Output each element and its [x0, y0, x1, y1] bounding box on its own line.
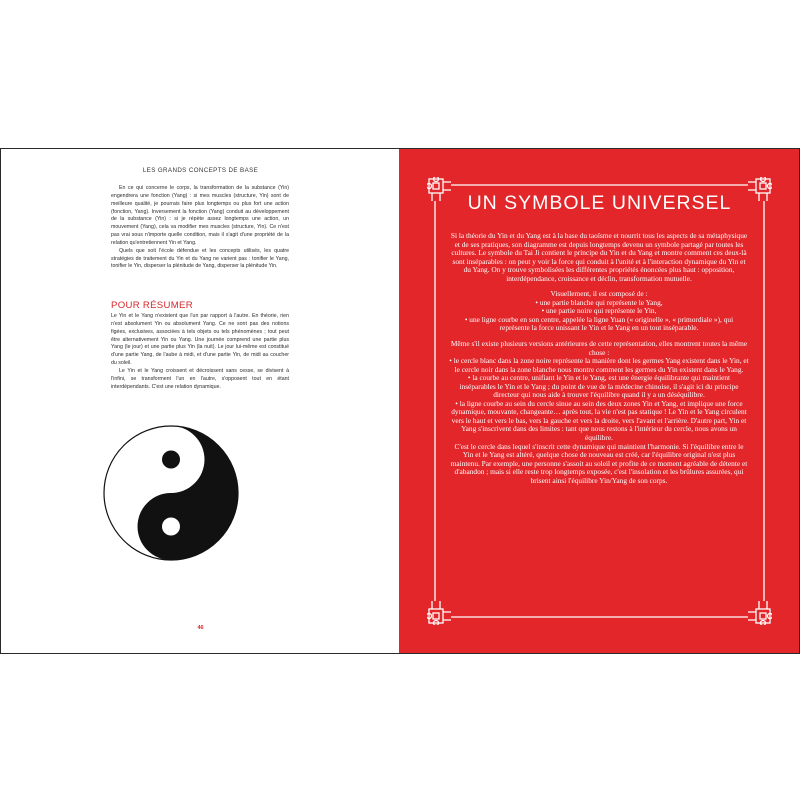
body-text-block-1 — [111, 185, 289, 271]
body-paragraph: Le Yin et le Yang n'existent que l'un par rapport à l'autre. En théorie, rien n'est absolument Yin ou absolument Yang. Ce ne sont pas des notions figées, exclusives, associées à tels objets ou tels phénomènes ; tout peut être alternativement Yin ou Yang. Une journée comprend une partie plus Yang (le jour) et une partie plus Yin (la nuit). Le jour lui-même est constitué d'une partie Yang, de l'aube à midi, et d'une partie Yin, de midi au coucher du soleil. — [111, 313, 289, 367]
right-page — [399, 149, 800, 653]
list-item: • la ligne courbe au sein du cercle sinue au sein des deux zones Yin et Yang, et implique une force dynamique, mouvante, changeante… après tout, la vie n'est pas statique ! Le Yin et le Yang circulent vers le haut et vers le bas, vers la gauche et vers la droite, vers l'avant et l'arrière. D'autre part, Yin et Yang s'inscrivent dans des limites : tant que nous restons à l'intérieur du cercle, nous avons un équilibre. — [451, 398, 747, 443]
body-paragraph: Quels que soit l'école défendue et les concepts utilisés, les quatre stratégies de traitement du Yin et du Yang ne varient pas : tonifier le Yang, tonifier le Yin, disperser la plénitude de Yang, disperser la plénitude Yin. — [111, 247, 289, 270]
list-item: • la courbe au centre, unifiant le Yin et le Yang, est une énergie équilibrante qui maintient inséparables le Yin et le Yang ; du point de vue de la médecine chinoise, il s'agit ici du principe directeur qui nous aide à trouver l'équilibre quand il y a un déséquilibre. — [459, 373, 739, 400]
main-text — [449, 232, 749, 485]
list-item: • une partie noire qui représente le Yin, — [541, 306, 657, 316]
list-item: • le cercle blanc dans la zone noire représente la manière dont les germes Yang existent dans le Yin, et le cercle noir dans la zone blanche nous montre comment les germes du Yin existent dans le Yang. — [449, 356, 749, 374]
left-page — [0, 149, 399, 653]
body-paragraph: En ce qui concerne le corps, la transformation de la substance (Yin) engendrera une fonction (Yang) : si mes muscles (structure, Yin) sont de meilleure qualité, je pourrais faire plus longtemps ou plus fort une action (fonction, Yang). Inversement la fonction (Yang) conduit au développement de la substance (Yin) : si je répète assez longtemps une action, un mouvement (Yang), cela va modifier mes muscles (structure, Yin). Ce n'est pas vrai sous n'importe quelle condition, mais il s'agit d'une propriété de la relation qu'entretiennent Yin et Yang. — [111, 185, 289, 246]
section-title: POUR RÉSUMER — [111, 300, 193, 311]
page-title: UN SYMBOLE UNIVERSEL — [467, 192, 732, 214]
list-item: • une ligne courbe en son centre, appelée la ligne Yuan (« originelle », « primordiale »), qui représente la force unissant le Yin et le Yang en un tout inséparable. — [464, 314, 734, 333]
book-spread — [0, 148, 800, 654]
composition-intro: Visuellement, il est composé de : — [550, 289, 648, 299]
closing-paragraph: C'est le cercle dans lequel s'inscrit cette dynamique qui maintient l'harmonie. Si l'équilibre entre le Yin et le Yang est altéré, quelque chose de nouveau est créé, car l'équilibre original n'est plus maintenu. Par exemple, une personne s'assoit au soleil et profite de ce moment agréable de détente et d'abandon ; mais si elle reste trop longtemps exposée, c'est l'insolation et les brûlures assurées, qui brisent ainsi l'équilibre Yin/Yang de son corps. — [450, 441, 748, 485]
running-head: LES GRANDS CONCEPTS DE BASE — [142, 167, 259, 174]
body-paragraph: Le Yin et le Yang croissent et décroissent sans cesse, se divisent à l'infini, se transforment l'un en l'autre, s'opposent tout en étant interdépendants. C'est une relation dynamique. — [111, 367, 289, 390]
versions-intro: Même s'il existe plusieurs versions antérieures de cette représentation, elles montrent toutes la même chose : — [450, 339, 748, 357]
page-number: 46 — [197, 625, 204, 631]
yin-yang-symbol-icon — [101, 423, 241, 563]
list-item: • une partie blanche qui représente le Yang, — [535, 297, 663, 307]
body-text-block-2 — [111, 313, 289, 391]
intro-paragraph: Si la théorie du Yin et du Yang est à la base du taoïsme et nourrit tous les aspects de sa métaphysique et de ses pratiques, son diagramme est depuis longtemps devenu un symbole partagé par toutes les cultures. Le symbole du Tai Ji contient le principe du Yin et du Yang et montre comment ces deux-là sont inséparables : on peut y voir la force qui conduit à l'unité et à l'interaction dynamique du Yin et du Yang. On y trouve symbolisées les différentes propriétés énoncées plus haut : opposition, interdépendance, croissance et déclin, transformation mutuelle. — [450, 231, 748, 283]
